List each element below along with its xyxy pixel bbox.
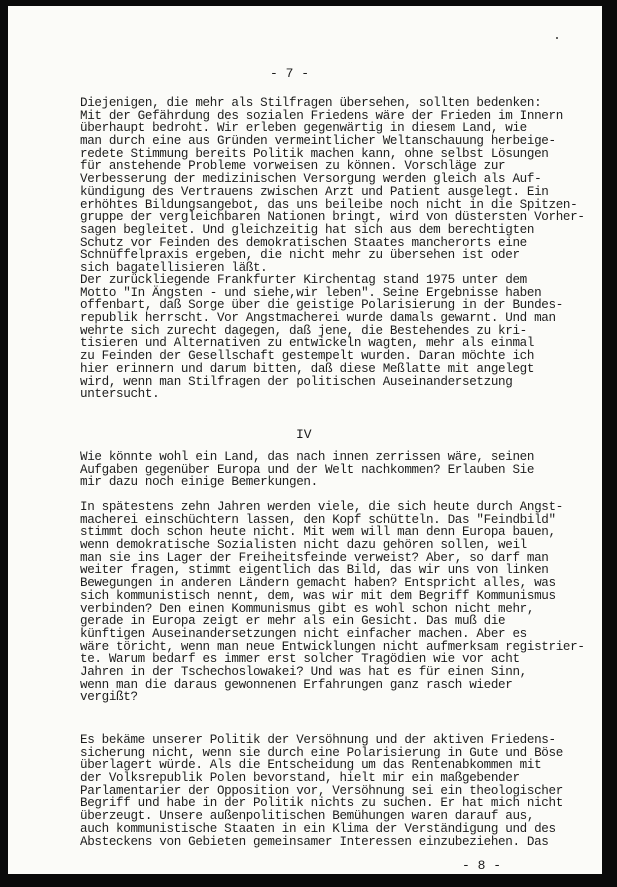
text-line: überzeugt. Unsere außenpolitischen Bemühungen waren darauf aus, xyxy=(80,809,535,824)
text-line: Bewegungen in anderen Ländern gemacht haben? Entspricht alles, was xyxy=(80,576,556,591)
text-line: Schnüffelpraxis ergeben, die nicht mehr zu übersehen ist oder xyxy=(80,248,520,263)
text-line: macherei einschüchtern lassen, den Kopf schütteln. Das "Feindbild" xyxy=(80,512,556,527)
text-line: Wie könnte wohl ein Land, das nach innen zerrissen wäre, seinen xyxy=(80,450,535,464)
paragraph xyxy=(80,451,590,489)
text-line: vergißt? xyxy=(80,690,138,705)
text-line: In spätestens zehn Jahren werden viele, die sich heute durch Angst- xyxy=(80,500,563,514)
text-line: untersucht. xyxy=(80,387,160,402)
text-line: gruppe der vergleichbaren Nationen bringt, wird von düstersten Vorher- xyxy=(80,210,585,225)
paragraph xyxy=(80,97,590,275)
text-line: verbinden? Den einen Kommunismus gibt es wohl schon nicht mehr, xyxy=(80,601,535,616)
text-line: auch kommunistische Staaten in ein Klima der Verständigung und des xyxy=(80,821,556,836)
paragraph xyxy=(80,274,590,401)
page-number-bottom: - 8 - xyxy=(462,858,502,873)
text-line: sagen begleitet. Und gleichzeitig hat sich aus dem berechtigten xyxy=(80,222,535,237)
text-line: mir dazu noch einige Bemerkungen. xyxy=(80,475,318,490)
text-line: Verbesserung der medizinischen Versorgung werden gleich als Auf- xyxy=(80,172,542,187)
paragraph xyxy=(80,501,590,704)
text-line: überhaupt bedroht. Wir erleben gegenwärtig in diesem Land, wie xyxy=(80,121,527,136)
text-line: redete Stimmung bereits Politik machen kann, ohne selbst Lösungen xyxy=(80,146,549,161)
text-line: Motto "In Ängsten - und siehe,wir leben". Seine Ergebnisse haben xyxy=(80,285,542,300)
text-line: stimmt doch schon heute nicht. Mit wem will man denn Europa bauen, xyxy=(80,525,556,540)
text-line: man durch eine aus Gründen vermeintlicher Weltanschauung herbeige- xyxy=(80,134,556,149)
paragraph xyxy=(80,734,590,848)
text-line: sich kommunistisch nennt, dem, was wir mit dem Begriff Kommunismus xyxy=(80,588,556,603)
text-line: überlagert würde. Als die Entscheidung um das Rentenabkommen mit xyxy=(80,758,542,773)
text-line: gerade in Europa zeigt er mehr als ein Gesicht. Das muß die xyxy=(80,614,506,629)
text-line: Schutz vor Feinden des demokratischen Staates mancherorts eine xyxy=(80,235,527,250)
text-line: erhöhtes Bildungsangebot, das uns beileibe noch nicht in die Spitzen- xyxy=(80,197,578,212)
text-line: sicherung nicht, wenn sie durch eine Polarisierung in Gute und Böse xyxy=(80,745,563,760)
text-line: man sie ins Lager der Freiheitsfeinde verweist? Aber, so darf man xyxy=(80,550,549,565)
text-line: der Volksrepublik Polen bevorstand, hielt mir ein maßgebender xyxy=(80,771,520,786)
text-line: Es bekäme unserer Politik der Versöhnung und der aktiven Friedens- xyxy=(80,733,556,747)
text-line: wird, wenn man Stilfragen der politischen Auseinandersetzung xyxy=(80,374,513,389)
section-heading: IV xyxy=(296,427,312,442)
text-line: Mit der Gefährdung des sozialen Friedens wäre der Frieden im Innern xyxy=(80,108,563,123)
text-line: Aufgaben gegenüber Europa und der Welt nachkommen? Erlauben Sie xyxy=(80,462,535,477)
text-line: kündigung des Vertrauens zwischen Arzt und Patient ausgelegt. Ein xyxy=(80,184,549,199)
text-line: sich bagatellisieren läßt. xyxy=(80,260,268,275)
text-line: offenbart, daß Sorge über die geistige Polarisierung in der Bundes- xyxy=(80,298,563,313)
page-number-top: - 7 - xyxy=(270,66,310,81)
text-line: te. Warum bedarf es immer erst solcher Tragödien wie vor acht xyxy=(80,652,520,667)
document-page xyxy=(8,6,602,874)
text-line: wenn demokratische Sozialisten nicht dazu gehören sollen, weil xyxy=(80,538,527,553)
text-line: Diejenigen, die mehr als Stilfragen übersehen, sollten bedenken: xyxy=(80,96,542,110)
text-line: für anstehende Probleme vorweisen zu können. Vorschläge zur xyxy=(80,159,506,174)
scan-speck xyxy=(556,37,558,39)
text-line: Begriff und habe in der Politik nichts zu suchen. Er hat mich nicht xyxy=(80,796,563,811)
text-line: Parlamentarier der Opposition vor, Versöhnung sei ein theologischer xyxy=(80,783,563,798)
text-line: tisieren und Alternativen zu entwickeln wagten, mehr als einmal xyxy=(80,336,535,351)
text-line: wäre töricht, wenn man neue Entwicklungen nicht aufmerksam registrier- xyxy=(80,639,585,654)
text-line: wenn man die daraus gewonnenen Erfahrungen ganz rasch wieder xyxy=(80,677,513,692)
text-line: zu Feinden der Gesellschaft gestempelt wurden. Daran möchte ich xyxy=(80,349,535,364)
text-line: hier erinnern und darum bitten, daß diese Meßlatte mit angelegt xyxy=(80,361,535,376)
text-line: republik herrscht. Vor Angstmacherei wurde damals gewarnt. Und man xyxy=(80,311,556,326)
text-line: Der zurückliegende Frankfurter Kirchentag stand 1975 unter dem xyxy=(80,273,527,287)
text-line: künftigen Auseinandersetzungen nicht einfacher machen. Aber es xyxy=(80,626,527,641)
text-line: weiter fragen, stimmt eigentlich das Bild, das wir uns von linken xyxy=(80,563,549,578)
text-line: Jahren in der Tschechoslowakei? Und was hat es für einen Sinn, xyxy=(80,664,527,679)
text-line: wehrte sich zurecht dagegen, daß jene, die Bestehendes zu kri- xyxy=(80,323,527,338)
text-line: Absteckens von Gebieten gemeinsamer Interessen einzubeziehen. Das xyxy=(80,834,549,849)
